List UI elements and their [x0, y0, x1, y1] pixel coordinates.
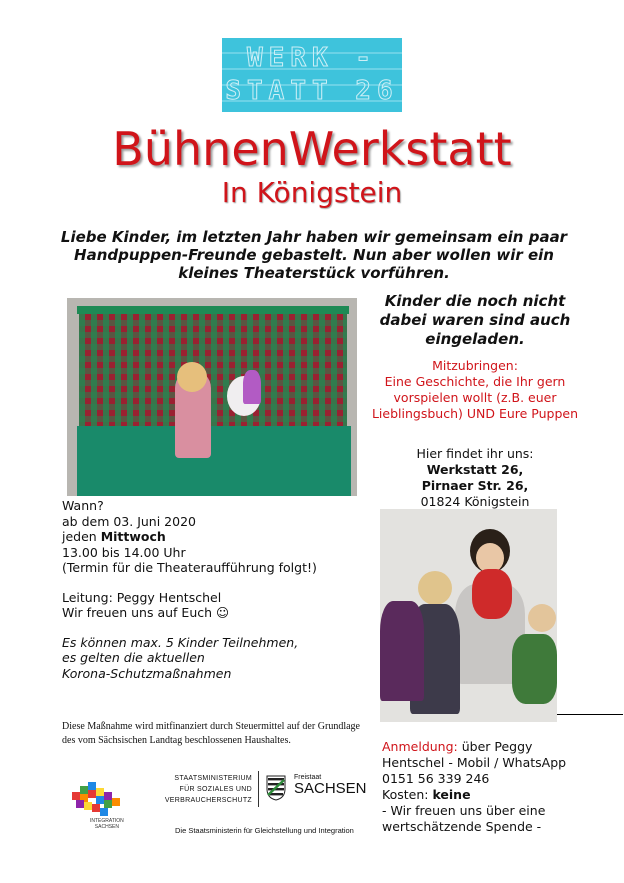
bring-along-text: Eine Geschichte, die Ihr gern vorspielen wollt (z.B. euer Lieblingsbuch) UND Eure Puppen — [371, 374, 579, 421]
costs-value: keine — [432, 787, 471, 802]
limit-line-1: Es können max. 5 Kinder Teilnehmen, — [62, 634, 299, 650]
page-title: BühnenWerkstatt — [112, 122, 512, 176]
bring-along-heading: Mitzubringen: — [432, 358, 518, 373]
integration-sachsen-logo — [68, 778, 122, 822]
registration-text: über Peggy Hentschel - Mobil / WhatsApp 0151 56 339 246 — [382, 739, 567, 786]
limit-line-2: es gelten die aktuellen — [62, 650, 205, 665]
ministry-line-1: STAATSMINISTERIUM — [174, 775, 252, 782]
donation-text: - Wir freuen uns über eine wertschätzende Spende - — [382, 803, 546, 834]
schedule-every: jeden — [62, 529, 97, 544]
freistaat-label: Freistaat — [294, 774, 322, 781]
costs-label: Kosten: — [382, 787, 433, 802]
ministry-line-2: FÜR SOZIALES UND — [179, 786, 252, 793]
logo-line-2: STATT 26 — [225, 76, 399, 106]
logo-divider — [258, 771, 259, 807]
integration-label — [90, 818, 124, 830]
page-subtitle: In Königstein — [221, 176, 403, 209]
limit-line-3: Korona-Schutzmaßnahmen — [62, 665, 232, 681]
puppet-theater-photo — [67, 298, 357, 496]
schedule-block — [62, 498, 362, 681]
children-photo — [380, 509, 557, 722]
werkstatt-logo — [222, 38, 402, 112]
schedule-time: 13.00 bis 14.00 Uhr — [62, 544, 186, 560]
staatsministerin-label: Die Staatsministerin für Gleichstellung und Integration — [175, 826, 354, 835]
greeting-line: Wir freuen uns auf Euch ☺ — [62, 605, 230, 620]
address-block — [368, 446, 582, 510]
coat-of-arms-icon — [266, 775, 286, 801]
address-intro: Hier findet ihr uns: — [416, 446, 534, 461]
ministry-line-3: VERBRAUCHERSCHUTZ — [164, 797, 252, 804]
schedule-question: Wann? — [62, 498, 104, 513]
leader-line: Leitung: Peggy Hentschel — [62, 589, 222, 605]
registration-label: Anmeldung: — [382, 739, 458, 754]
ministry-name — [160, 773, 252, 806]
registration-block — [382, 739, 582, 835]
address-street: Pirnaer Str. 26, — [421, 478, 529, 493]
address-name: Werkstatt 26, — [426, 462, 524, 477]
divider-line — [557, 714, 623, 715]
integration-line-2: SACHSEN — [94, 824, 119, 830]
logo-line-1: WERK - — [247, 43, 377, 73]
schedule-weekday: Mittwoch — [100, 529, 166, 544]
schedule-start: ab dem 03. Juni 2020 — [62, 513, 196, 529]
integration-line-1: INTEGRATION — [90, 818, 124, 824]
intro-text: Liebe Kinder, im letzten Jahr haben wir gemeinsam ein paar Handpuppen-Freunde gebastelt. Nun aber wollen wir ein kleines Theaterstück vorführen. — [60, 228, 568, 282]
funding-note: Diese Maßnahme wird mitfinanziert durch Steuermittel auf der Grundlage des vom Sächsischen Landtag beschlossenen Haushaltes. — [62, 721, 360, 746]
sachsen-label: SACHSEN — [294, 780, 367, 797]
bring-along-section — [368, 358, 582, 422]
schedule-note: (Termin für die Theateraufführung folgt!) — [62, 560, 317, 575]
address-city: 01824 Königstein — [420, 494, 530, 509]
invite-text: Kinder die noch nicht dabei waren sind auch eingeladen. — [379, 292, 571, 348]
